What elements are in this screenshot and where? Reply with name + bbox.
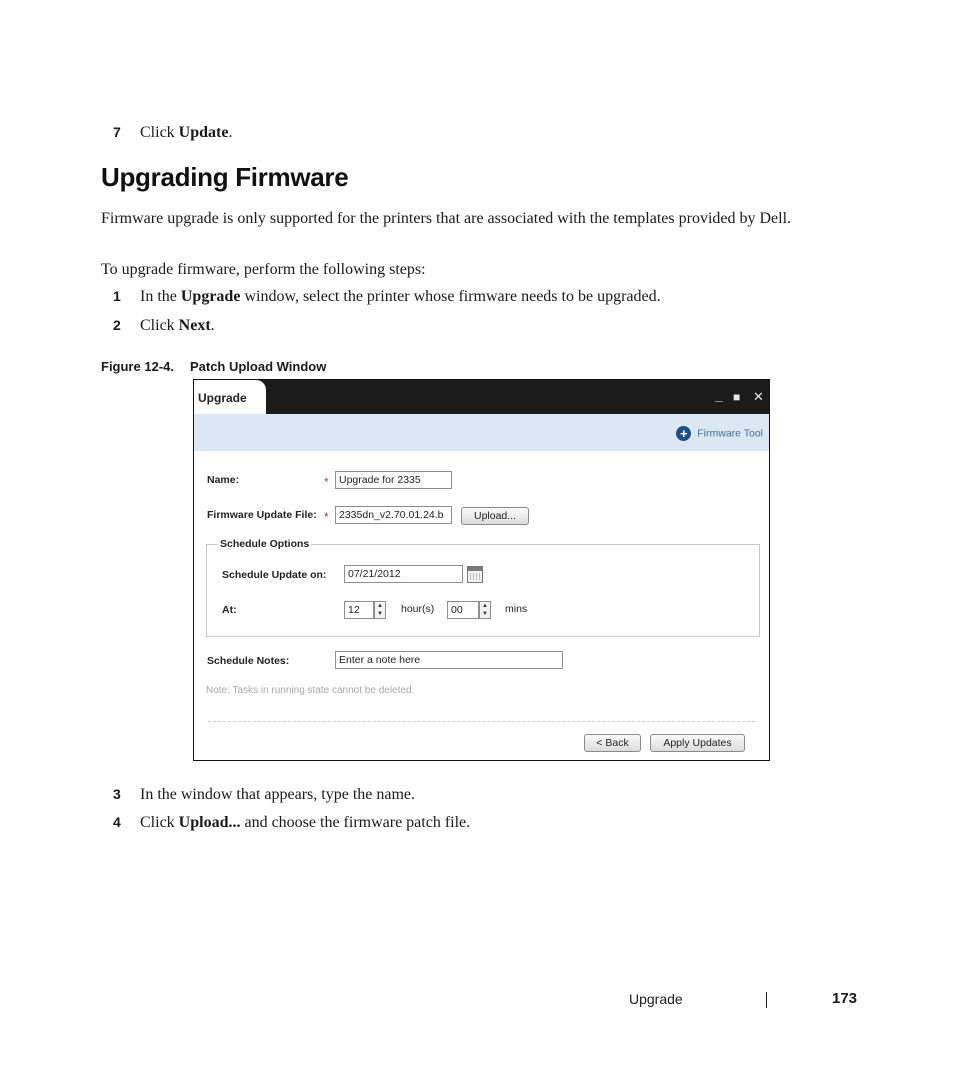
footer-section: Upgrade	[629, 991, 683, 1007]
page-number: 173	[832, 990, 858, 1007]
step-text-post: and choose the firmware patch file.	[240, 814, 471, 831]
schedule-notes-label: Schedule Notes:	[207, 655, 290, 667]
figure-caption	[101, 359, 326, 374]
name-field[interactable]: Upgrade for 2335	[335, 471, 452, 489]
step-text-pre: Click	[140, 814, 179, 831]
step-text	[140, 812, 470, 833]
step-keyword: Update	[178, 124, 229, 141]
schedule-options-group	[206, 544, 760, 637]
tab-label: Upgrade	[198, 391, 247, 405]
schedule-notes-field[interactable]: Enter a note here	[335, 651, 563, 669]
hour-field[interactable]: 12	[344, 601, 374, 619]
minute-field[interactable]: 00	[447, 601, 479, 619]
step-text	[140, 122, 232, 143]
firmware-tool-button[interactable]	[676, 426, 763, 441]
step-keyword: Upload...	[178, 814, 241, 831]
step-text: In the window that appears, type the name.	[140, 786, 416, 803]
upload-button[interactable]: Upload...	[461, 507, 529, 525]
firmware-file-label: Firmware Update File:	[207, 509, 317, 521]
back-button[interactable]: < Back	[584, 734, 641, 752]
minimize-icon[interactable]: _	[715, 387, 723, 403]
window-titlebar	[194, 380, 769, 414]
footer-divider	[766, 992, 767, 1008]
tab-upgrade[interactable]	[194, 380, 266, 418]
step-keyword: Next	[178, 317, 211, 334]
step-text	[140, 286, 661, 307]
step-text-pre: Click	[140, 124, 179, 141]
close-icon[interactable]: ✕	[753, 389, 764, 404]
step-text-pre: In the	[140, 288, 181, 305]
apply-updates-button[interactable]: Apply Updates	[650, 734, 745, 752]
step-number: 1	[113, 288, 121, 304]
add-circle-icon: +	[676, 426, 691, 441]
step-text-post: .	[228, 124, 233, 141]
schedule-options-legend: Schedule Options	[220, 538, 310, 550]
steps-intro: To upgrade firmware, perform the following steps:	[101, 261, 426, 278]
window-toolbar	[194, 414, 769, 451]
firmware-file-field[interactable]: 2335dn_v2.70.01.24.b	[335, 506, 452, 524]
firmware-tool-label: Firmware Tool	[697, 427, 763, 440]
schedule-update-label: Schedule Update on:	[222, 569, 327, 581]
required-icon: *	[324, 510, 329, 524]
figure-label: Figure 12-4.	[101, 359, 174, 374]
calendar-icon[interactable]	[467, 566, 483, 583]
hour-stepper[interactable]: ▲ ▼	[374, 601, 386, 619]
restore-icon[interactable]: ■	[733, 390, 741, 404]
upgrade-window	[193, 379, 770, 761]
at-label: At:	[222, 604, 237, 616]
note-text: Note: Tasks in running state cannot be deleted.	[206, 685, 415, 696]
section-heading: Upgrading Firmware	[101, 162, 349, 192]
divider	[208, 721, 755, 722]
intro-paragraph: Firmware upgrade is only supported for the printers that are associated with the templates provided by Dell.	[101, 210, 792, 227]
step-text-pre: Click	[140, 317, 179, 334]
required-icon: *	[324, 475, 329, 489]
step-number: 2	[113, 317, 121, 333]
hour-unit: hour(s)	[401, 603, 435, 615]
step-number: 7	[113, 124, 121, 140]
step-number: 3	[113, 786, 121, 802]
step-text-post: .	[210, 317, 215, 334]
step-text-post: window, select the printer whose firmware needs to be upgraded.	[240, 288, 661, 305]
figure-title: Patch Upload Window	[189, 359, 327, 374]
step-text	[140, 315, 215, 336]
minute-stepper[interactable]: ▲ ▼	[479, 601, 491, 619]
step-number: 4	[113, 814, 121, 830]
step-keyword: Upgrade	[180, 288, 241, 305]
schedule-date-field[interactable]: 07/21/2012	[344, 565, 463, 583]
minute-unit: mins	[505, 603, 528, 615]
name-label: Name:	[207, 474, 240, 486]
